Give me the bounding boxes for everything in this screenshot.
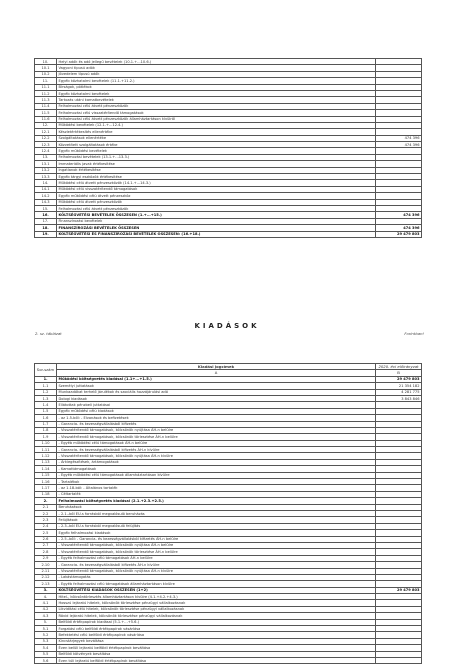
row-number: 1.11 xyxy=(35,447,57,453)
row-number: 1.3 xyxy=(35,395,57,401)
row-label: KÖLTSÉGVETÉSI ÉS FINANSZÍROZÁSI BEVÉTELEK ÖSSZESEN: (16.+18.) xyxy=(57,231,376,237)
row-label: - Egyéb működési célú támogatások államháztartáson kívülre xyxy=(57,472,376,478)
row-number: 1.7 xyxy=(35,421,57,427)
row-number: 2.9 xyxy=(35,555,57,561)
row-label: - Visszatérítendő támogatások, kölcsönök nyújtása ÁH-n belülre xyxy=(57,542,376,548)
row-label: KÖLTSÉGVETÉSI KIADÁSOK ÖSSZESEN (1+2) xyxy=(57,587,376,593)
row-number: 4.1 xyxy=(35,600,57,606)
row-label: Éven belüli lejáratú belföldi értékpapírok beváltása xyxy=(57,645,376,651)
row-label: Hitel-, kölcsöntörlesztés államháztartáson kívülre (4.1.+4.2.+4.3.) xyxy=(57,594,376,600)
row-number: 14.2 xyxy=(35,193,57,199)
row-label: Egyéb működési bevételek xyxy=(57,148,376,154)
currency-note: Forintban! xyxy=(404,331,424,336)
row-number: 2.11 xyxy=(35,568,57,574)
row-number: 1.17 xyxy=(35,485,57,491)
row-number: 1.6 xyxy=(35,415,57,421)
row-label: Immateriális javak értékesítése xyxy=(57,161,376,167)
row-number: 1.8 xyxy=(35,427,57,433)
row-value xyxy=(376,657,422,663)
row-number: 5.6 xyxy=(35,657,57,663)
row-label: Tartozás utáni kamatbevételek xyxy=(57,97,376,103)
row-label: - az 1.18-ból: - Általános tartalék xyxy=(57,485,376,491)
row-label: Felújítások xyxy=(57,517,376,523)
row-label: Működési célú átvett pénzeszközök xyxy=(57,199,376,205)
row-label: - az 1.5-ből: - Elvonások és befizetések xyxy=(57,415,376,421)
row-label: Éven túli lejáratú belföldi értékpapírok beváltása xyxy=(57,657,376,663)
row-number: 2.1 xyxy=(35,504,57,510)
row-number: 17. xyxy=(35,218,57,224)
table-row xyxy=(35,657,422,663)
row-value: 29 479 803 xyxy=(376,376,422,382)
row-label: Felhalmozási célú visszatérítendő támogatások xyxy=(57,110,376,116)
section-title: KIADÁSOK xyxy=(194,322,260,330)
row-number: 2.3 xyxy=(35,517,57,523)
row-label: Befektetési célú belföldi értékpapírok vásárlása xyxy=(57,632,376,638)
row-label: Hosszú lejáratú hitelek, kölcsönök törlesztése pénzügyi vállalkozásnak xyxy=(57,600,376,606)
row-number: 2.8 xyxy=(35,549,57,555)
row-number: 2.10 xyxy=(35,562,57,568)
row-number: 18. xyxy=(35,225,57,231)
row-number: 1.9 xyxy=(35,434,57,440)
row-number: 12. xyxy=(35,122,57,128)
row-label: Egyéb közhatalmi bevételek (11.1.+11.2.) xyxy=(57,78,376,84)
row-label: - Egyéb felhalmozási célú támogatások államháztartáson kívülre xyxy=(57,581,376,587)
row-label: - Lakástámogatás xyxy=(57,574,376,580)
table-row xyxy=(35,231,422,237)
row-number: 12.3 xyxy=(35,142,57,148)
row-label: Készletértékesítés ellenértéke xyxy=(57,129,376,135)
row-value: 3 843 846 xyxy=(376,395,422,401)
row-label: Belföldi kötvények beváltása xyxy=(57,651,376,657)
row-number: 2.2 xyxy=(35,510,57,516)
row-label: Belföldi értékpapírok kiadásai (5.1.+...+5.6.) xyxy=(57,619,376,625)
row-label: - Garancia- és kezességvállalásból kifizetés ÁH-n kívülre xyxy=(57,447,376,453)
row-number: 2. xyxy=(35,498,57,504)
row-number: 19. xyxy=(35,231,57,237)
row-label: - 2.5.-ből: - Garancia- és kezességvállalásból kifizetés ÁH-n belülre xyxy=(57,536,376,542)
row-label: FINANSZÍROZÁSI BEVÉTELEK ÖSSZESEN xyxy=(57,225,376,231)
header-name: Kiadási jogcímek xyxy=(57,364,376,370)
header-col-a: A xyxy=(57,370,376,376)
row-label: Bírságok, pótlékok xyxy=(57,84,376,90)
row-number: 2.12 xyxy=(35,574,57,580)
row-number: 2.5 xyxy=(35,530,57,536)
row-number: 14. xyxy=(35,180,57,186)
row-label: - Visszatérítendő támogatások, kölcsönök nyújtása ÁH-n belülre xyxy=(57,427,376,433)
row-number: 1.4 xyxy=(35,402,57,408)
row-label: - 2.3.-ból EU-s forrásból megvalósuló felújítás xyxy=(57,523,376,529)
row-number: 1.15 xyxy=(35,472,57,478)
row-label: - Egyéb működési célú támogatások ÁH-n belülre xyxy=(57,440,376,446)
row-number: 13.1 xyxy=(35,161,57,167)
row-label: Munkaadókat terhelő járulékok és szociális hozzájárulási adó xyxy=(57,389,376,395)
row-label: - Egyéb felhalmozási célú támogatások ÁH-n belülre xyxy=(57,555,376,561)
row-label: - Céltartalék xyxy=(57,491,376,497)
row-number: 5.3 xyxy=(35,638,57,644)
expenditure-table xyxy=(34,363,422,664)
row-number: 1.13 xyxy=(35,459,57,465)
row-label: - Garancia- és kezességvállalásból kifizetés xyxy=(57,421,376,427)
row-value: 474 396 xyxy=(376,212,422,218)
row-label: Kincstárjegyek beváltása xyxy=(57,638,376,644)
row-number: 2.7 xyxy=(35,542,57,548)
row-number: 12.1 xyxy=(35,129,57,135)
row-label: - Visszatérítendő támogatások, kölcsönök törlesztése ÁH-n belülre xyxy=(57,549,376,555)
row-number: 11.4 xyxy=(35,103,57,109)
row-value: 29 479 803 xyxy=(376,231,422,237)
row-label: Működési költségvetés kiadásai (1.1+...+1.5.) xyxy=(57,376,376,382)
row-value: 4 281 775 xyxy=(376,389,422,395)
row-label: - Árkiegészítések, ártámogatások xyxy=(57,459,376,465)
row-number: 5. xyxy=(35,619,57,625)
row-number: 15. xyxy=(35,205,57,211)
row-number: 5.1 xyxy=(35,626,57,632)
row-number: 14.3 xyxy=(35,199,57,205)
row-label: Működési célú visszatérítendő támogatások xyxy=(57,186,376,192)
row-label: Egyéb működési célú kiadások xyxy=(57,408,376,414)
row-label: - Visszatérítendő támogatások, kölcsönök törlesztése ÁH-n belülre xyxy=(57,434,376,440)
row-number: 5.4 xyxy=(35,645,57,651)
row-label: - Garancia- és kezességvállalásból kifizetés ÁH-n kívülre xyxy=(57,562,376,568)
row-number: 4. xyxy=(35,594,57,600)
row-label: Vagyoni tipusú adók xyxy=(57,65,376,71)
row-value: 474 396 xyxy=(376,142,422,148)
row-label: Beruházások xyxy=(57,504,376,510)
row-label: Ingatlanok értékesítése xyxy=(57,167,376,173)
header-year: 2020. évi előirányzat xyxy=(376,364,422,370)
row-number: 13.3 xyxy=(35,174,57,180)
row-number: 11.6 xyxy=(35,116,57,122)
row-label: Közvetített szolgáltatások értéke xyxy=(57,142,376,148)
row-value: 29 479 803 xyxy=(376,587,422,593)
row-number: 1.16 xyxy=(35,479,57,485)
row-number: 2.13 xyxy=(35,581,57,587)
row-value: 21 354 182 xyxy=(376,383,422,389)
row-number: 13.2 xyxy=(35,167,57,173)
row-number: 12.4 xyxy=(35,148,57,154)
row-number: 2.4 xyxy=(35,523,57,529)
row-number: 11.1 xyxy=(35,84,57,90)
row-number: 5.2 xyxy=(35,632,57,638)
row-label: Finanszírozási bevételek xyxy=(57,218,376,224)
row-number: 1.5 xyxy=(35,408,57,414)
row-number: 10. xyxy=(35,59,57,65)
row-label: Egyéb közhatalmi bevételek xyxy=(57,90,376,96)
row-number: 4.3 xyxy=(35,613,57,619)
row-label: Felhalmozási célú átvett pénzeszközök xyxy=(57,103,376,109)
row-number: 1.12 xyxy=(35,453,57,459)
row-number: 2.6 xyxy=(35,536,57,542)
row-label: Jövedelem típusú adók xyxy=(57,71,376,77)
header-col-b: B xyxy=(376,370,422,376)
row-label: - Visszatérítendő támogatások, kölcsönök nyújtása ÁH-n kívülre xyxy=(57,453,376,459)
row-label: Felhalmozási költségvetés kiadásai (2.1.+2.3.+2.5.) xyxy=(57,498,376,504)
row-number: 1. xyxy=(35,376,57,382)
row-label: Egyéb működési célú átvett pénzeszköz xyxy=(57,193,376,199)
row-number: 16. xyxy=(35,212,57,218)
row-number: 4.2 xyxy=(35,606,57,612)
row-number: 11.5 xyxy=(35,110,57,116)
row-number: 1.1 xyxy=(35,383,57,389)
row-number: 14.1 xyxy=(35,186,57,192)
row-number: 11.3 xyxy=(35,97,57,103)
header-sorszam: Sor-szám xyxy=(35,364,57,377)
row-number: 10.2 xyxy=(35,71,57,77)
row-label: Működési célú átvett pénzeszközök (14.1.+...14.3.) xyxy=(57,180,376,186)
row-number: 13. xyxy=(35,154,57,160)
row-label: Felhalmozási bevételek (13.1.+...13.3.) xyxy=(57,154,376,160)
row-label: Felhalmozási célú átvett pénzeszközök államháztartáson kívülről xyxy=(57,116,376,122)
row-label: - Tartalékok xyxy=(57,479,376,485)
row-number: 10.1 xyxy=(35,65,57,71)
row-number: 11. xyxy=(35,78,57,84)
table-number-note: 2. sz. táblázat xyxy=(35,331,62,336)
row-label: Működési bevételek (12.1.+...12.4.) xyxy=(57,122,376,128)
row-label: Dologi kiadások xyxy=(57,395,376,401)
row-label: Szolgáltatások ellenértéke xyxy=(57,135,376,141)
row-value: 474 396 xyxy=(376,135,422,141)
row-label: Személyi juttatások xyxy=(57,383,376,389)
row-number: 12.2 xyxy=(35,135,57,141)
revenue-table xyxy=(34,58,422,238)
row-number: 1.18 xyxy=(35,491,57,497)
row-number: 1.10 xyxy=(35,440,57,446)
row-number: 5.5 xyxy=(35,651,57,657)
row-label: Egyéb tárgyi eszközök értékesítése xyxy=(57,174,376,180)
row-label: - Visszatérítendő támogatások, kölcsönök nyújtása ÁH-n kívülre xyxy=(57,568,376,574)
row-number: 1.2 xyxy=(35,389,57,395)
row-number: 3. xyxy=(35,587,57,593)
row-label: Likviditási célú hitelek, kölcsönök törlesztése pénzügyi vállalkozásnak xyxy=(57,606,376,612)
row-label: - Kamattámogatások xyxy=(57,466,376,472)
row-label: Felhalmozási célú átvett pénzeszközök xyxy=(57,205,376,211)
row-number: 11.2 xyxy=(35,90,57,96)
row-label: Helyi adók és adó jellegű bevételek (10.1.+...10.6.) xyxy=(57,59,376,65)
row-value: 474 396 xyxy=(376,225,422,231)
row-label: Forgatási célú belföldi értékpapírok vásárlása xyxy=(57,626,376,632)
row-label: - 2.1.-ből EU-s forrásból megvalósuló beruházás xyxy=(57,510,376,516)
row-number: 1.14 xyxy=(35,466,57,472)
row-label: Rövid lejáratú hitelek, kölcsönök törlesztése pénzügyi vállalkozásnak xyxy=(57,613,376,619)
row-label: Egyéb felhalmozási kiadások xyxy=(57,530,376,536)
row-label: KÖLTSÉGVETÉSI BEVÉTELEK ÖSSZESEN (1.+...+15.) xyxy=(57,212,376,218)
row-label: Ellátottak pénzbeli juttatásai xyxy=(57,402,376,408)
